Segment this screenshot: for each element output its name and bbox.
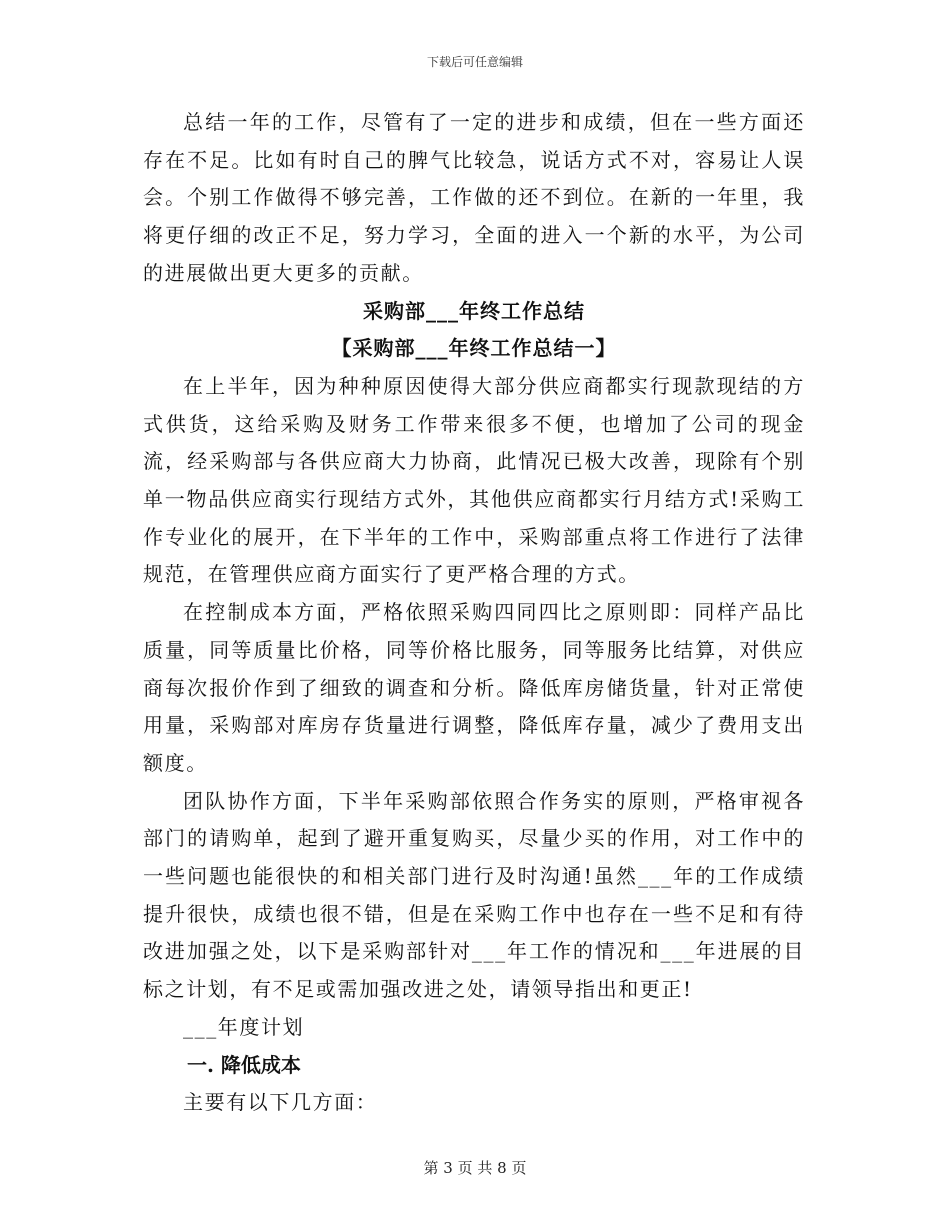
document-subtitle: 【采购部___年终工作总结一】 <box>331 336 617 361</box>
document-body <box>143 104 805 1122</box>
plan-label: ___年度计划 <box>183 1014 305 1039</box>
body-paragraph-2: 在控制成本方面，严格依照采购四同四比之原则即：同样产品比质量，同等质量比价格，同等价格比服务，同等服务比结算，对供应商每次报价作到了细致的调查和分析。降低库房储货量，针对正常使用量，采购部对库房存货量进行调整，降低库存量，减少了费用支出额度。 <box>143 600 805 775</box>
section-heading: 一. 降低成本 <box>187 1052 301 1077</box>
page-header: 下载后可任意编辑 <box>426 55 523 69</box>
intro-paragraph: 总结一年的工作，尽管有了一定的进步和成绩，但在一些方面还存在不足。比如有时自己的脾气比较急，说话方式不对，容易让人误会。个别工作做得不够完善，工作做的还不到位。在新的一年里，我将更仔细的改正不足，努力学习，全面的进入一个新的水平，为公司的进展做出更大更多的贡献。 <box>143 110 805 285</box>
document-title: 采购部___年终工作总结 <box>363 298 585 323</box>
body-paragraph-3: 团队协作方面，下半年采购部依照合作务实的原则，严格审视各部门的请购单，起到了避开重复购买，尽量少买的作用，对工作中的一些问题也能很快的和相关部门进行及时沟通!虽然___年的工作成绩提升很快，成绩也很不错，但是在采购工作中也存在一些不足和有待改进加强之处，以下是采购部针对___年工作的情况和___年进展的目标之计划，有不足或需加强改进之处，请领导指出和更正! <box>143 788 805 1002</box>
section-intro: 主要有以下几方面： <box>183 1090 378 1115</box>
body-paragraph-1: 在上半年，因为种种原因使得大部分供应商都实行现款现结的方式供货，这给采购及财务工作带来很多不便，也增加了公司的现金流，经采购部与各供应商大力协商，此情况已极大改善，现除有个别单一物品供应商实行现结方式外，其他供应商都实行月结方式!采购工作专业化的展开，在下半年的工作中，采购部重点将工作进行了法律规范，在管理供应商方面实行了更严格合理的方式。 <box>143 373 805 587</box>
page-footer: 第 3 页 共 8 页 <box>423 1159 527 1177</box>
